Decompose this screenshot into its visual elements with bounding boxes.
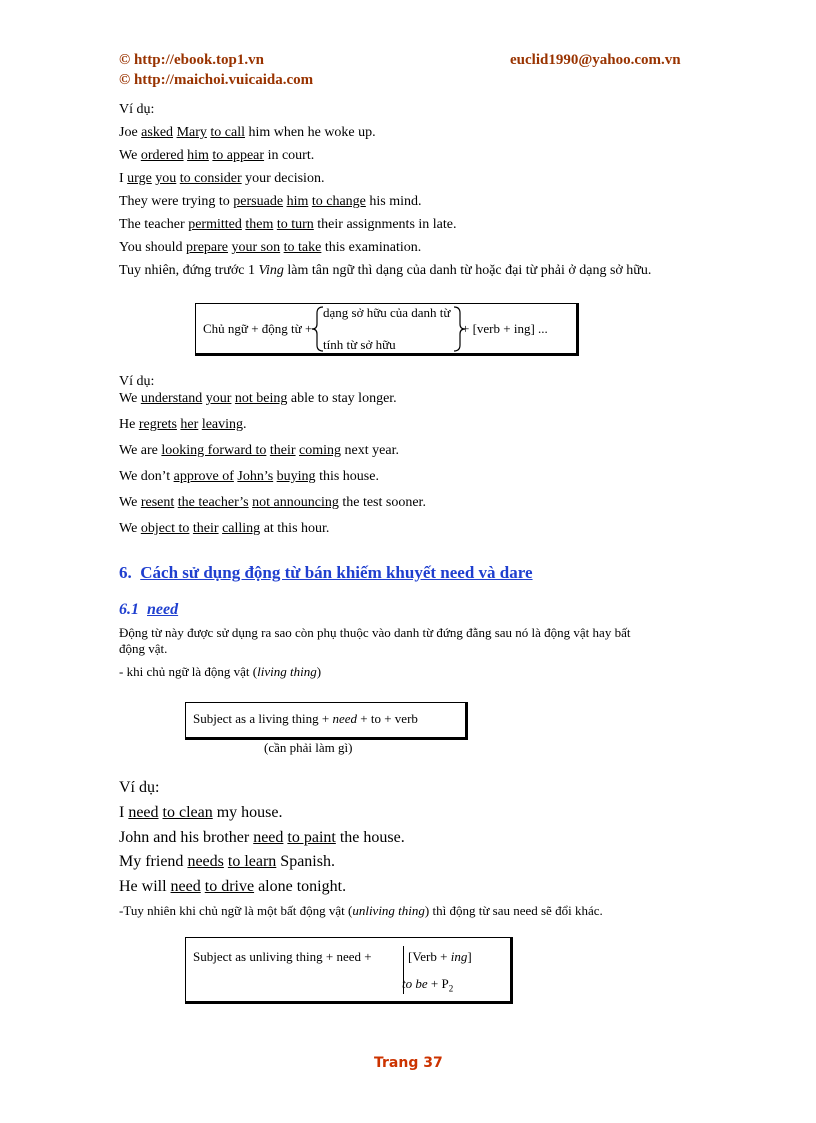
underlined-segment: to turn <box>276 217 314 232</box>
formula-right: + [verb + ing] ... <box>462 321 548 336</box>
underlined-segment: not being <box>234 391 288 406</box>
text-segment: next year. <box>341 443 399 458</box>
example-sentence <box>119 521 329 537</box>
underlined-segment: the teacher’s <box>177 495 249 510</box>
underlined-segment: object to <box>140 521 190 536</box>
formula-living-pre: Subject as a living thing + <box>193 711 333 726</box>
text-segment: in court. <box>264 148 315 163</box>
underlined-segment: need <box>128 804 159 821</box>
text-segment: John and his brother <box>119 828 254 846</box>
note-text-end: làm tân ngữ thì dạng của danh từ hoặc đại từ phải ở dạng sở hữu. <box>283 263 652 278</box>
underlined-segment: to appear <box>212 148 265 163</box>
text-segment: They were trying to <box>119 194 234 209</box>
underlined-segment: to learn <box>227 853 277 870</box>
example-sentence <box>119 240 421 256</box>
example-sentence <box>119 194 422 210</box>
section-title[interactable]: Cách sử dụng động từ bán khiếm khuyết need và dare <box>140 563 533 582</box>
text-segment: We <box>119 391 141 406</box>
underlined-segment: to take <box>283 240 322 255</box>
text-segment: We <box>119 521 141 536</box>
underlined-segment: John’s <box>237 469 274 484</box>
underlined-segment: their <box>192 521 219 536</box>
underlined-segment: not announcing <box>252 495 339 510</box>
text-segment: this examination. <box>321 240 422 255</box>
underlined-segment: need <box>253 828 284 846</box>
formula-living-caption: (cần phải làm gì) <box>264 740 353 755</box>
text-segment: We <box>119 148 141 163</box>
section-heading-6[interactable] <box>119 563 533 583</box>
formula-living-post: + to + verb <box>357 711 418 726</box>
example-sentence <box>119 417 247 433</box>
underlined-segment: persuade <box>233 194 284 209</box>
subsection-heading-6-1[interactable] <box>119 601 178 619</box>
underlined-segment: permitted <box>188 217 242 232</box>
example-sentence <box>119 171 324 187</box>
text-segment: . <box>243 417 247 432</box>
underlined-segment: resent <box>140 495 175 510</box>
page-number: Trang 37 <box>374 1055 443 1071</box>
underlined-segment: him <box>187 148 209 163</box>
text-segment: alone tonight. <box>254 877 347 895</box>
formula-living-need: need <box>332 711 358 726</box>
unliving-text-end: ) thì động từ sau need sẽ đổi khác. <box>424 903 603 918</box>
example-sentence <box>119 878 346 896</box>
text-segment: My friend <box>119 853 188 870</box>
text-segment: The teacher <box>119 217 189 232</box>
underlined-segment: looking forward to <box>161 443 267 458</box>
text-segment: We don’t <box>119 469 174 484</box>
example-label: Ví dụ: <box>119 102 155 117</box>
text-segment: He <box>119 417 139 432</box>
living-thing-note <box>119 664 321 680</box>
underlined-segment: to paint <box>287 828 336 846</box>
underlined-segment: them <box>245 217 274 232</box>
example-sentence <box>119 853 335 871</box>
underlined-segment: need <box>170 877 201 895</box>
section-number: 6. <box>119 563 132 582</box>
living-text: - khi chủ ngữ là động vật ( <box>119 664 258 679</box>
formula-unliving-left: Subject as unliving thing + need + <box>193 949 372 964</box>
note-text: Tuy nhiên, đứng trước 1 <box>119 263 259 278</box>
underlined-segment: coming <box>299 443 342 458</box>
formula-bottom-subscript: 2 <box>448 983 454 994</box>
text-segment: He will <box>119 877 171 895</box>
underlined-segment: leaving <box>201 417 244 432</box>
underlined-segment: your <box>205 391 232 406</box>
subsection-title[interactable]: need <box>147 601 179 618</box>
text-segment: your decision. <box>241 171 325 186</box>
underlined-segment: calling <box>222 521 261 536</box>
living-italic: living thing <box>257 664 317 679</box>
underlined-segment: understand <box>140 391 203 406</box>
example-sentence <box>119 148 314 164</box>
formula-option-top: dạng sở hữu của danh từ <box>323 305 451 320</box>
formula-left: Chủ ngữ + động từ + <box>203 321 313 336</box>
text-segment: I <box>119 804 129 821</box>
underlined-segment: to drive <box>204 877 255 895</box>
underlined-segment: Mary <box>176 125 207 140</box>
need-description-line2: động vật. <box>119 641 168 656</box>
formula-unliving-top <box>408 949 472 965</box>
formula-living-text <box>193 711 418 727</box>
formula-box-unliving <box>185 937 513 1004</box>
formula-bottom-italic: to be <box>402 976 428 991</box>
text-segment: the house. <box>335 828 405 846</box>
header-email[interactable]: euclid1990@yahoo.com.vn <box>510 52 681 68</box>
text-segment: this house. <box>315 469 379 484</box>
underlined-segment: to clean <box>162 804 213 821</box>
underlined-segment: to consider <box>179 171 242 186</box>
underlined-segment: urge <box>127 171 152 186</box>
text-segment: their assignments in late. <box>313 217 457 232</box>
underlined-segment: her <box>180 417 199 432</box>
underlined-segment: ordered <box>140 148 184 163</box>
underlined-segment: buying <box>276 469 316 484</box>
example-sentence <box>119 443 399 459</box>
underlined-segment: your son <box>231 240 281 255</box>
formula-bottom-post: + P <box>427 976 449 991</box>
example-sentence <box>119 829 405 847</box>
underlined-segment: their <box>269 443 296 458</box>
underlined-segment: needs <box>187 853 224 870</box>
example-sentence <box>119 469 379 485</box>
example-label: Ví dụ: <box>119 374 155 389</box>
text-segment: the test sooner. <box>338 495 426 510</box>
text-segment: You should <box>119 240 187 255</box>
text-segment: I <box>119 171 128 186</box>
unliving-text: -Tuy nhiên khi chủ ngữ là một bất động vật ( <box>119 903 353 918</box>
underlined-segment: to change <box>311 194 366 209</box>
example-sentence <box>119 391 397 407</box>
underlined-segment: to call <box>210 125 245 140</box>
formula-option-bottom: tính từ sở hữu <box>323 337 396 352</box>
text-segment: him when he woke up. <box>245 125 376 140</box>
underlined-segment: asked <box>141 125 174 140</box>
header-link-2[interactable]: © http://maichoi.vuicaida.com <box>119 72 314 88</box>
header-link-1[interactable]: © http://ebook.top1.vn <box>119 52 264 68</box>
formula-unliving-bottom <box>402 976 453 994</box>
formula-top-post: ] <box>467 949 472 964</box>
example-sentence <box>119 804 283 822</box>
underlined-segment: approve of <box>173 469 234 484</box>
underlined-segment: him <box>286 194 309 209</box>
possessive-note <box>119 263 651 279</box>
formula-top-pre: [Verb + <box>408 949 451 964</box>
example-label: Ví dụ: <box>119 779 160 796</box>
text-segment: my house. <box>212 804 283 821</box>
underlined-segment: regrets <box>138 417 177 432</box>
formula-top-italic: ing <box>450 949 468 964</box>
example-sentence <box>119 217 457 233</box>
unliving-italic: unliving thing <box>352 903 425 918</box>
text-segment: at this hour. <box>260 521 330 536</box>
underlined-segment: prepare <box>186 240 229 255</box>
underlined-segment: you <box>155 171 177 186</box>
text-segment: able to stay longer. <box>287 391 397 406</box>
text-segment: Spanish. <box>276 853 335 870</box>
text-segment: his mind. <box>365 194 422 209</box>
example-sentence <box>119 125 376 141</box>
unliving-thing-note <box>119 903 603 919</box>
text-segment: We <box>119 495 141 510</box>
living-text-end: ) <box>316 664 322 679</box>
subsection-number: 6.1 <box>119 601 139 618</box>
need-description-line1: Động từ này được sử dụng ra sao còn phụ thuộc vào danh từ đứng đằng sau nó là động vật hay bất <box>119 625 631 640</box>
text-segment: We are <box>119 443 162 458</box>
example-sentence <box>119 495 426 511</box>
note-ving: Ving <box>258 263 284 278</box>
text-segment: Joe <box>119 125 142 140</box>
